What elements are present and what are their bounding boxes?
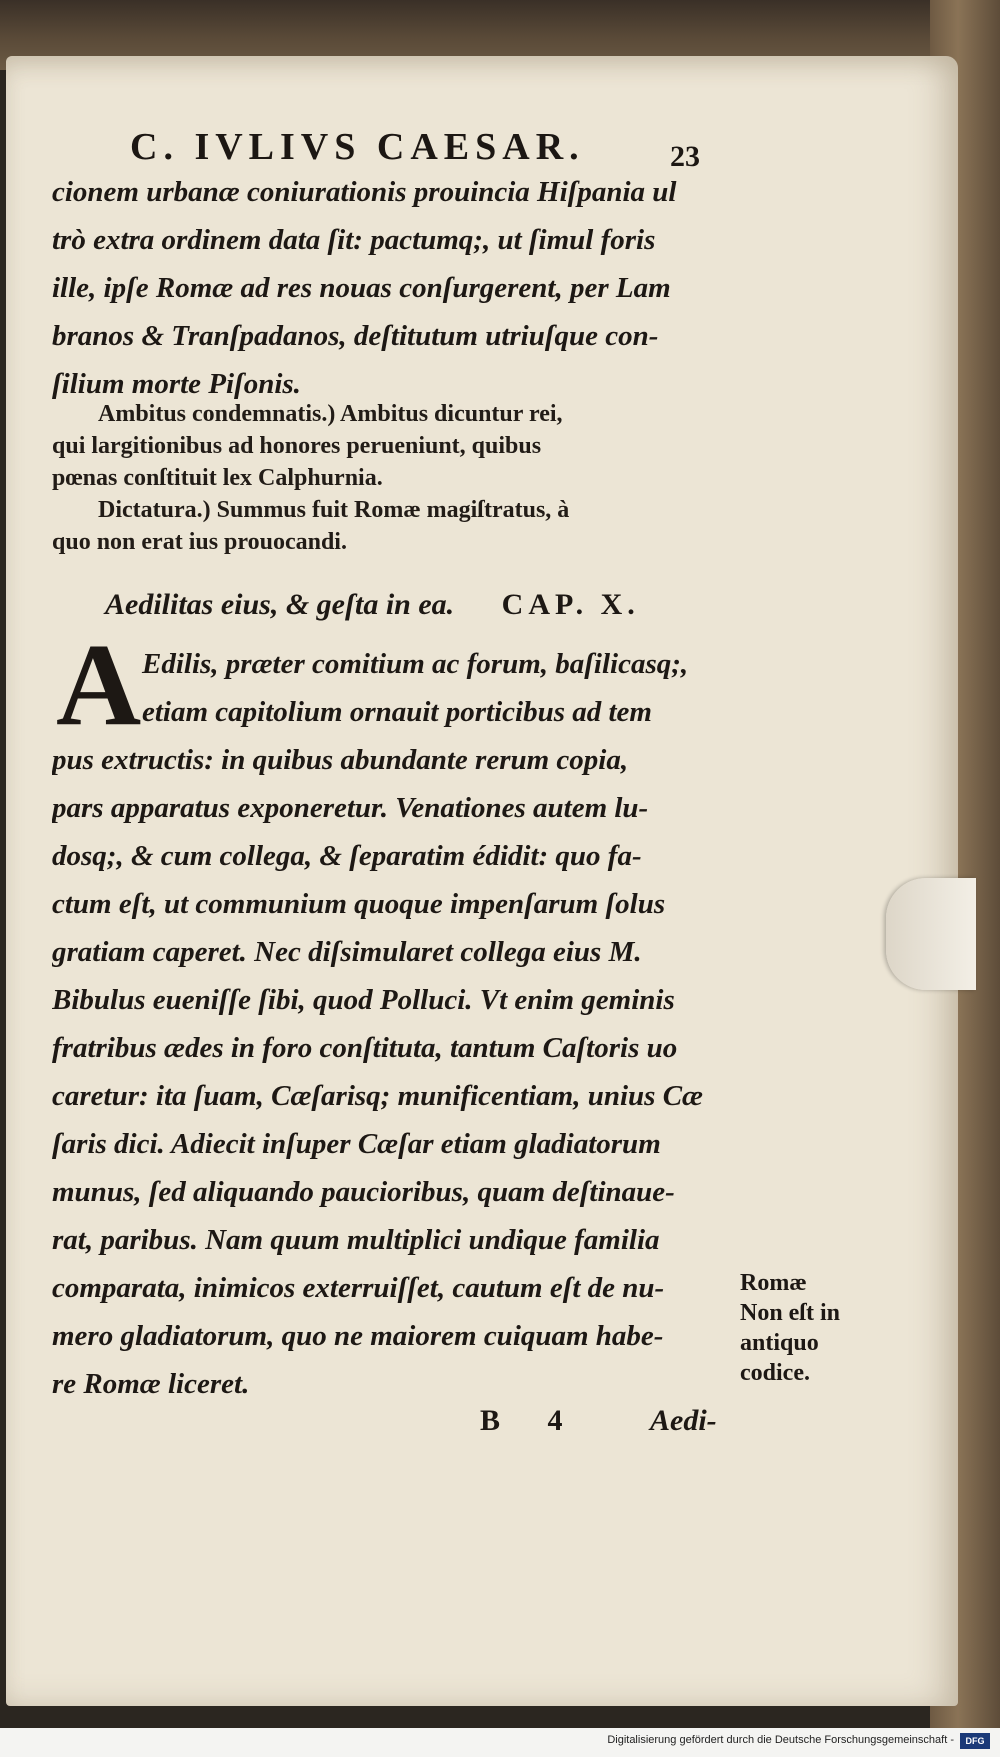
margin-note-line: codice. <box>740 1360 810 1386</box>
dfg-logo: DFG <box>960 1733 990 1749</box>
opening-paragraph <box>52 168 742 408</box>
text-line: comparata, inimicos exterruiſſet, cautum eſt de nu- <box>52 1272 665 1304</box>
text-line: rat, paribus. Nam quum multiplici undique familia <box>52 1224 660 1256</box>
text-line: fratribus ædes in foro conſtituta, tantum Caſtoris uo <box>52 1032 678 1064</box>
text-line: pus extructis: in quibus abundante rerum copia, <box>52 744 629 776</box>
signature-number: 4 <box>547 1404 563 1437</box>
running-head: C. IVLIVS CAESAR. <box>130 126 585 168</box>
page-number: 23 <box>670 140 700 173</box>
text-line: ctum eſt, ut communium quoque impenſarum ſolus <box>52 888 666 920</box>
signature-line <box>480 1404 757 1438</box>
text-line: ille, ipſe Romæ ad res nouas conſurgerent, per Lam <box>52 272 671 304</box>
text-line: re Romæ liceret. <box>52 1368 250 1400</box>
footer-credit: Digitalisierung gefördert durch die Deutsche Forschungsgemeinschaft - <box>607 1734 954 1746</box>
signature-mark: B <box>480 1404 501 1437</box>
text-line: Bibulus eueniſſe ſibi, quod Polluci. Vt enim geminis <box>52 984 675 1016</box>
page-clasp <box>886 878 976 990</box>
note-line: pœnas conſtituit lex Calphurnia. <box>52 465 383 491</box>
text-line: etiam capitolium ornauit porticibus ad tem <box>142 696 652 728</box>
chapter-title: Aedilitas eius, & geſta in ea. <box>105 588 455 621</box>
commentary-notes <box>52 398 742 558</box>
text-line: mero gladiatorum, quo ne maiorem cuiquam habe- <box>52 1320 664 1352</box>
margin-note-line: Non eſt in <box>740 1300 841 1326</box>
text-line: cionem urbanæ coniurationis prouincia Hiſpania ul <box>52 176 677 208</box>
catchword: Aedi- <box>650 1404 717 1437</box>
note-line: quo non erat ius prouocandi. <box>52 529 347 555</box>
digitization-footer <box>0 1728 1000 1757</box>
text-line: branos & Tranſpadanos, deſtitutum utriuſque con- <box>52 320 659 352</box>
text-line: trò extra ordinem data ſit: pactumq;, ut ſimul foris <box>52 224 656 256</box>
drop-capital: A <box>56 619 142 750</box>
text-line: ſaris dici. Adiecit inſuper Cæſar etiam gladiatorum <box>52 1128 661 1160</box>
chapter-body <box>52 640 742 1408</box>
margin-note-line: Romæ <box>740 1270 807 1296</box>
margin-note-line: antiquo <box>740 1330 819 1356</box>
chapter-number: CAP. X. <box>501 588 640 621</box>
note-line: Ambitus condemnatis.) Ambitus dicuntur rei, <box>98 401 563 427</box>
text-line: ſilium morte Piſonis. <box>52 368 301 400</box>
marginal-note <box>740 1268 880 1388</box>
chapter-heading <box>105 588 640 622</box>
text-line: munus, ſed aliquando paucioribus, quam deſtinaue- <box>52 1176 675 1208</box>
text-line: caretur: ita ſuam, Cæſarisq; munificentiam, unius Cæ <box>52 1080 703 1112</box>
note-line: qui largitionibus ad honores perueniunt, quibus <box>52 433 542 459</box>
note-line: Dictatura.) Summus fuit Romæ magiſtratus, à <box>98 497 570 523</box>
text-line: Edilis, præter comitium ac forum, baſilicasq;, <box>142 648 689 680</box>
text-line: pars apparatus exponeretur. Venationes autem lu- <box>52 792 649 824</box>
text-line: dosq;, & cum collega, & ſeparatim édidit: quo fa- <box>52 840 642 872</box>
text-line: gratiam caperet. Nec diſsimularet collega eius M. <box>52 936 642 968</box>
